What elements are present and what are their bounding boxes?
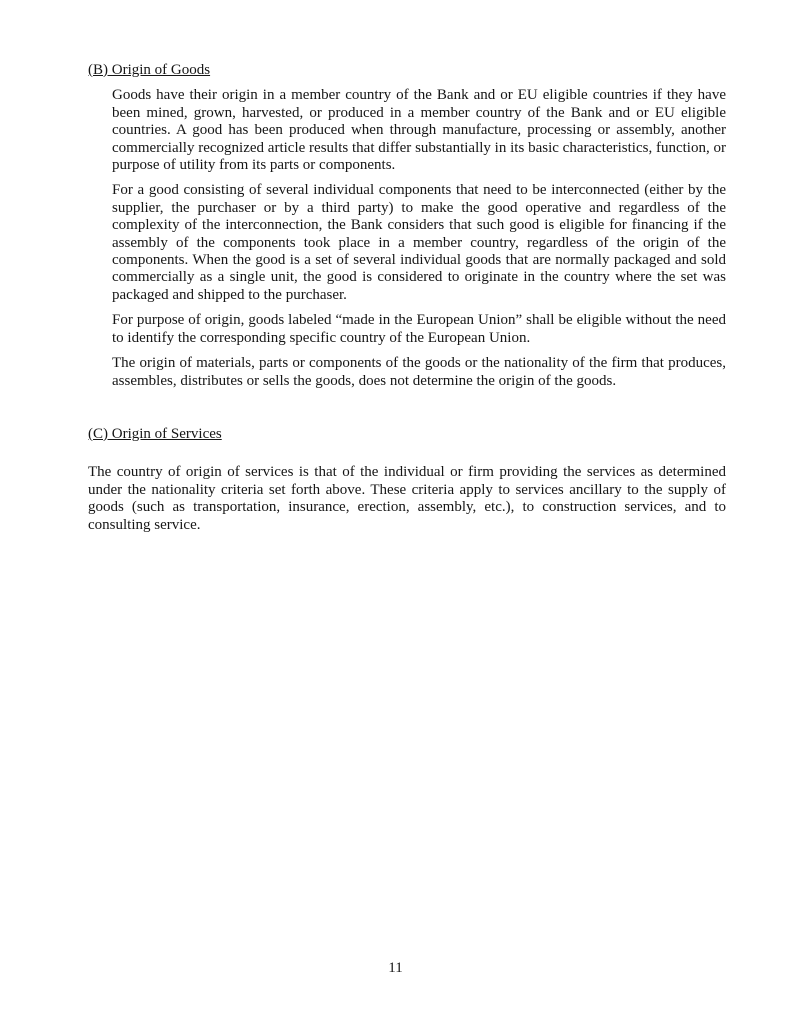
paragraph-made-in-european-union: For purpose of origin, goods labeled “made in the European Union” shall be eligible without the need to identify the corresponding specific country of the European Union. [112,312,726,346]
page-number: 11 [388,960,403,976]
heading-origin-of-services: (C) Origin of Services [88,425,222,442]
section-origin-of-goods [88,62,726,390]
paragraph-components-assembly: For a good consisting of several individual components that need to be interconnected (either by the supplier, the purchaser or by a third party) to make the good operative and regardless of the complexity of the interconnection, the Bank considers that such good is eligible for financing if the assembly of the components took place in a member country, regardless of the origin of the components. When the good is a set of several individual goods that are normally packaged and sold commercially as a single unit, the good is considered to originate in the country where the set was packaged and shipped to the purchaser. [112,182,726,303]
paragraph-services-origin: The country of origin of services is that of the individual or firm providing the services as determined under the nationality criteria set forth above. These criteria apply to services ancillary to the supply of goods (such as transportation, insurance, erection, assembly, etc.), to construction services, and to consulting service. [88,464,726,533]
page-footer [0,959,791,977]
section-origin-of-services [88,426,726,534]
heading-origin-of-goods: (B) Origin of Goods [88,62,211,78]
paragraph-origin-of-materials: The origin of materials, parts or components of the goods or the nationality of the firm that produces, assembles, distributes or sells the goods, does not determine the origin of the goods. [112,355,726,389]
paragraph-goods-origin-criteria: Goods have their origin in a member country of the Bank and or EU eligible countries if they have been mined, grown, harvested, or produced in a member country of the Bank and or EU eligible countries. A good has been produced when through manufacture, processing or assembly, another commercially recognized article results that differ substantially in its basic characteristics, function, or purpose of utility from its parts or components. [112,87,726,174]
